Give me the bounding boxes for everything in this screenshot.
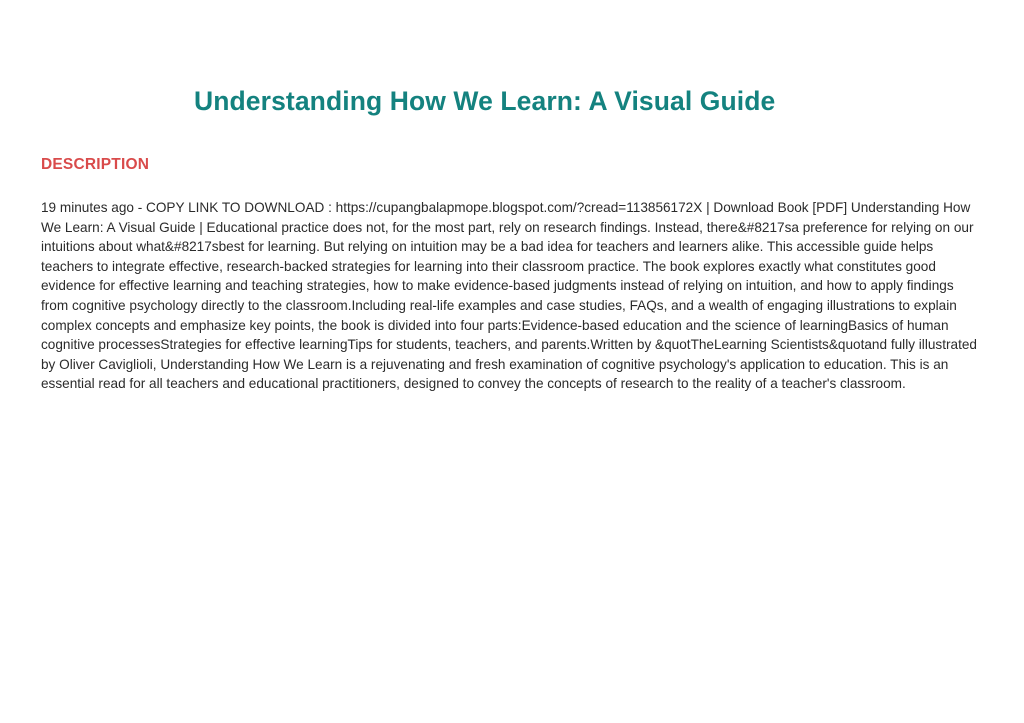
- description-heading: DESCRIPTION: [41, 156, 150, 173]
- description-body: 19 minutes ago - COPY LINK TO DOWNLOAD : https://cupangbalapmope.blogspot.com/?cread=113856172X | Download Book [PDF] Understanding How We Learn: A Visual Guide | Educational practice does not, for the most part, rely on research findings. Instead, there&#8217sa preference for relying on our intuitions about what&#8217sbest for learning. But relying on intuition may be a bad idea for teachers and learners alike. This accessible guide helps teachers to integrate effective, research-backed strategies for learning into their classroom practice. The book explores exactly what constitutes good evidence for effective learning and teaching strategies, how to make evidence-based judgments instead of relying on intuition, and how to apply findings from cognitive psychology directly to the classroom.Including real-life examples and case studies, FAQs, and a wealth of engaging illustrations to explain complex concepts and emphasize key points, the book is divided into four parts:Evidence-based education and the science of learningBasics of human cognitive processesStrategies for effective learningTips for students, teachers, and parents.Written by &quotTheLearning Scientists&quotand fully illustrated by Oliver Caviglioli, Understanding How We Learn is a rejuvenating and fresh examination of cognitive psychology's application to education. This is an essential read for all teachers and educational practitioners, designed to convey the concepts of research to the reality of a teacher's classroom.: [41, 200, 977, 392]
- page-title: Understanding How We Learn: A Visual Guide: [194, 86, 776, 116]
